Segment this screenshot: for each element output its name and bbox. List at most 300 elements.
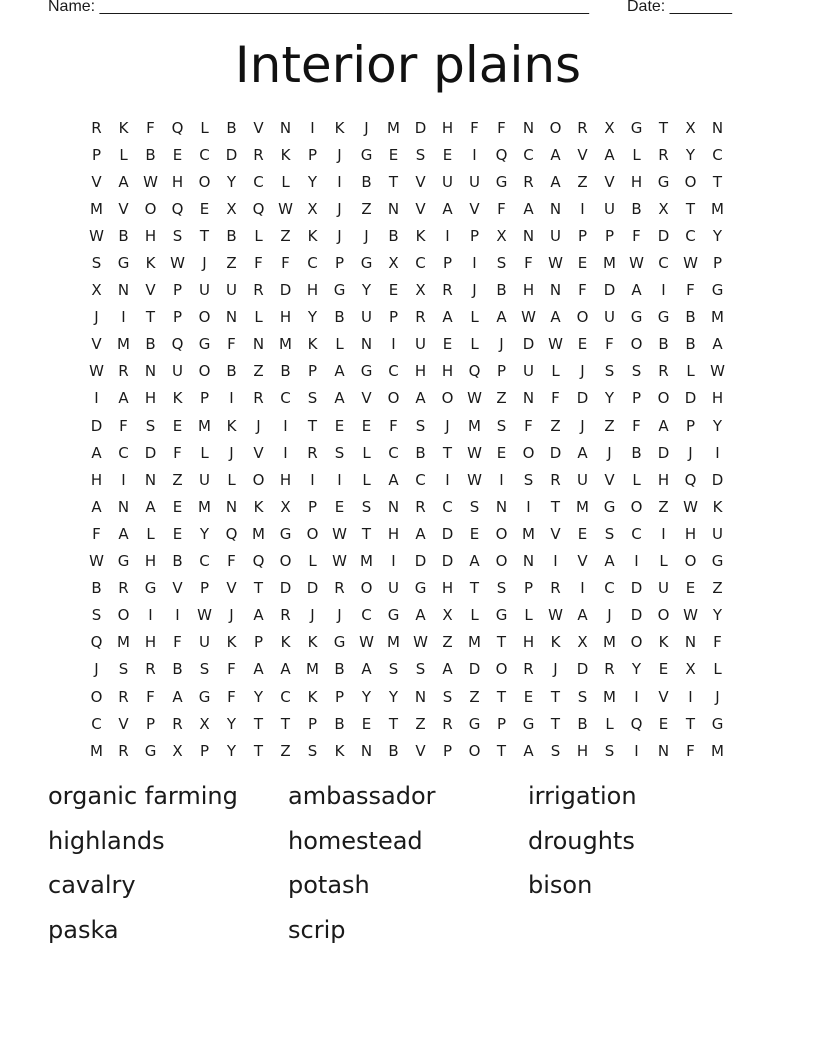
grid-letter[interactable]: E — [199, 199, 210, 218]
grid-letter[interactable]: O — [360, 579, 373, 598]
grid-letter[interactable]: O — [306, 524, 319, 543]
grid-letter[interactable]: Y — [226, 741, 237, 760]
grid-letter[interactable]: P — [334, 254, 345, 273]
grid-letter[interactable]: H — [90, 470, 103, 489]
grid-letter[interactable]: P — [334, 687, 345, 706]
grid-letter[interactable]: V — [226, 579, 237, 598]
grid-letter[interactable]: P — [199, 579, 210, 598]
grid-letter[interactable]: G — [360, 362, 373, 381]
grid-letter[interactable]: S — [415, 660, 426, 679]
grid-letter[interactable]: N — [279, 118, 292, 137]
grid-letter[interactable]: A — [442, 660, 453, 679]
grid-letter[interactable]: A — [253, 606, 264, 625]
grid-letter[interactable]: A — [91, 443, 102, 462]
grid-letter[interactable]: C — [523, 145, 534, 164]
grid-letter[interactable]: R — [604, 660, 615, 679]
grid-letter[interactable]: N — [144, 362, 157, 381]
grid-letter[interactable]: K — [415, 226, 426, 245]
grid-letter[interactable]: C — [388, 362, 399, 381]
grid-letter[interactable]: O — [657, 606, 670, 625]
grid-letter[interactable]: F — [227, 660, 236, 679]
grid-letter[interactable]: Z — [280, 741, 291, 760]
grid-letter[interactable]: N — [117, 497, 130, 516]
grid-letter[interactable]: P — [712, 254, 723, 273]
grid-letter[interactable]: M — [603, 687, 616, 706]
grid-letter[interactable]: I — [148, 606, 153, 625]
grid-letter[interactable]: I — [391, 335, 396, 354]
grid-letter[interactable]: P — [442, 254, 453, 273]
grid-letter[interactable]: L — [200, 443, 209, 462]
grid-letter[interactable]: T — [550, 714, 561, 733]
grid-letter[interactable]: F — [119, 416, 128, 435]
grid-letter[interactable]: M — [522, 524, 535, 543]
grid-letter[interactable]: L — [524, 606, 533, 625]
grid-letter[interactable]: Z — [226, 254, 237, 273]
grid-letter[interactable]: M — [90, 741, 103, 760]
grid-letter[interactable]: W — [683, 254, 698, 273]
grid-letter[interactable]: U — [469, 172, 480, 191]
grid-letter[interactable]: N — [657, 741, 670, 760]
grid-letter[interactable]: O — [252, 470, 265, 489]
grid-letter[interactable]: J — [580, 416, 585, 435]
grid-letter[interactable]: A — [442, 199, 453, 218]
grid-letter[interactable]: O — [630, 633, 643, 652]
grid-letter[interactable]: B — [631, 199, 642, 218]
grid-letter[interactable]: R — [91, 118, 102, 137]
grid-letter[interactable]: R — [280, 606, 291, 625]
grid-letter[interactable]: B — [172, 660, 183, 679]
grid-letter[interactable]: X — [442, 606, 453, 625]
grid-letter[interactable]: M — [306, 660, 319, 679]
grid-letter[interactable]: P — [469, 226, 480, 245]
grid-letter[interactable]: H — [144, 633, 157, 652]
grid-letter[interactable]: B — [118, 226, 129, 245]
grid-letter[interactable]: K — [280, 633, 291, 652]
grid-letter[interactable]: K — [334, 741, 345, 760]
grid-letter[interactable]: Q — [90, 633, 103, 652]
grid-letter[interactable]: O — [198, 172, 211, 191]
grid-letter[interactable]: Q — [684, 470, 697, 489]
grid-letter[interactable]: F — [578, 281, 587, 300]
grid-letter[interactable]: G — [360, 254, 373, 273]
grid-letter[interactable]: Y — [199, 524, 210, 543]
grid-letter[interactable]: P — [145, 714, 156, 733]
grid-letter[interactable]: N — [225, 308, 238, 327]
grid-letter[interactable]: V — [253, 118, 264, 137]
grid-letter[interactable]: T — [442, 443, 453, 462]
grid-letter[interactable]: H — [144, 226, 157, 245]
grid-letter[interactable]: Q — [630, 714, 643, 733]
grid-letter[interactable]: A — [712, 335, 723, 354]
grid-letter[interactable]: C — [415, 254, 426, 273]
grid-letter[interactable]: W — [683, 606, 698, 625]
grid-letter[interactable]: P — [523, 579, 534, 598]
grid-letter[interactable]: W — [359, 633, 374, 652]
grid-letter[interactable]: E — [361, 416, 372, 435]
grid-letter[interactable]: L — [551, 362, 560, 381]
grid-letter[interactable]: U — [658, 579, 669, 598]
grid-letter[interactable]: B — [280, 362, 291, 381]
grid-letter[interactable]: C — [199, 145, 210, 164]
grid-letter[interactable]: S — [361, 497, 372, 516]
grid-letter[interactable]: K — [307, 226, 318, 245]
grid-letter[interactable]: V — [118, 714, 129, 733]
grid-letter[interactable]: J — [445, 416, 450, 435]
grid-letter[interactable]: J — [337, 145, 342, 164]
grid-letter[interactable]: V — [577, 552, 588, 571]
grid-letter[interactable]: P — [307, 714, 318, 733]
grid-letter[interactable]: T — [550, 687, 561, 706]
grid-letter[interactable]: O — [630, 497, 643, 516]
grid-letter[interactable]: H — [279, 470, 292, 489]
grid-letter[interactable]: F — [92, 524, 101, 543]
grid-letter[interactable]: W — [521, 308, 536, 327]
grid-letter[interactable]: D — [576, 660, 589, 679]
grid-letter[interactable]: P — [577, 226, 588, 245]
grid-letter[interactable]: R — [415, 308, 426, 327]
grid-letter[interactable]: R — [172, 714, 183, 733]
grid-letter[interactable]: G — [630, 118, 643, 137]
grid-letter[interactable]: S — [415, 145, 426, 164]
grid-letter[interactable]: U — [577, 470, 588, 489]
grid-letter[interactable]: E — [388, 145, 399, 164]
grid-letter[interactable]: F — [632, 226, 641, 245]
grid-letter[interactable]: I — [337, 172, 342, 191]
grid-letter[interactable]: A — [334, 362, 345, 381]
grid-letter[interactable]: O — [576, 308, 589, 327]
grid-letter[interactable]: B — [172, 552, 183, 571]
grid-letter[interactable]: I — [121, 470, 126, 489]
grid-letter[interactable]: N — [252, 335, 265, 354]
grid-letter[interactable]: K — [307, 633, 318, 652]
grid-letter[interactable]: O — [495, 660, 508, 679]
grid-letter[interactable]: P — [604, 226, 615, 245]
grid-letter[interactable]: H — [144, 389, 157, 408]
grid-letter[interactable]: N — [117, 281, 130, 300]
grid-letter[interactable]: B — [415, 443, 426, 462]
grid-letter[interactable]: L — [254, 308, 263, 327]
grid-letter[interactable]: D — [441, 552, 454, 571]
grid-letter[interactable]: D — [144, 443, 157, 462]
grid-letter[interactable]: U — [604, 199, 615, 218]
grid-letter[interactable]: F — [713, 633, 722, 652]
grid-letter[interactable]: E — [577, 335, 588, 354]
grid-letter[interactable]: O — [90, 687, 103, 706]
grid-letter[interactable]: N — [360, 741, 373, 760]
grid-letter[interactable]: T — [496, 741, 507, 760]
grid-letter[interactable]: H — [441, 118, 454, 137]
grid-letter[interactable]: S — [604, 741, 615, 760]
grid-letter[interactable]: F — [497, 118, 506, 137]
grid-letter[interactable]: R — [523, 660, 534, 679]
grid-letter[interactable]: V — [604, 172, 615, 191]
grid-letter[interactable]: A — [145, 497, 156, 516]
grid-letter[interactable]: K — [550, 633, 561, 652]
grid-letter[interactable]: O — [549, 118, 562, 137]
grid-letter[interactable]: F — [524, 254, 533, 273]
grid-letter[interactable]: D — [90, 416, 103, 435]
grid-letter[interactable]: L — [227, 470, 236, 489]
grid-letter[interactable]: P — [496, 362, 507, 381]
grid-letter[interactable]: U — [172, 362, 183, 381]
grid-letter[interactable]: M — [468, 633, 481, 652]
grid-letter[interactable]: O — [279, 552, 292, 571]
grid-letter[interactable]: V — [253, 443, 264, 462]
grid-letter[interactable]: O — [630, 335, 643, 354]
grid-letter[interactable]: F — [173, 633, 182, 652]
grid-letter[interactable]: K — [280, 145, 291, 164]
grid-letter[interactable]: J — [607, 606, 612, 625]
grid-letter[interactable]: P — [199, 741, 210, 760]
grid-letter[interactable]: D — [657, 226, 670, 245]
grid-letter[interactable]: G — [522, 714, 535, 733]
grid-letter[interactable]: H — [657, 470, 670, 489]
grid-letter[interactable]: Z — [415, 714, 426, 733]
grid-letter[interactable]: W — [278, 199, 293, 218]
grid-letter[interactable]: V — [172, 579, 183, 598]
grid-letter[interactable]: C — [658, 254, 669, 273]
grid-letter[interactable]: L — [470, 308, 479, 327]
grid-letter[interactable]: O — [684, 552, 697, 571]
grid-letter[interactable]: X — [604, 118, 615, 137]
grid-letter[interactable]: N — [387, 497, 400, 516]
grid-letter[interactable]: L — [119, 145, 128, 164]
grid-letter[interactable]: W — [197, 606, 212, 625]
grid-letter[interactable]: B — [334, 308, 345, 327]
grid-letter[interactable]: N — [144, 470, 157, 489]
grid-letter[interactable]: F — [146, 687, 155, 706]
grid-letter[interactable]: H — [144, 552, 157, 571]
date-field[interactable]: Date: _______ — [627, 0, 732, 15]
grid-letter[interactable]: S — [469, 497, 480, 516]
grid-letter[interactable]: B — [577, 714, 588, 733]
grid-letter[interactable]: I — [310, 470, 315, 489]
grid-letter[interactable]: N — [225, 497, 238, 516]
grid-letter[interactable]: J — [202, 254, 207, 273]
grid-letter[interactable]: Y — [631, 660, 642, 679]
grid-letter[interactable]: G — [711, 281, 724, 300]
grid-letter[interactable]: M — [198, 416, 211, 435]
grid-letter[interactable]: U — [604, 308, 615, 327]
grid-letter[interactable]: E — [496, 443, 507, 462]
grid-letter[interactable]: H — [711, 389, 724, 408]
grid-letter[interactable]: X — [685, 118, 696, 137]
name-field[interactable]: Name: _______________________________________________________ — [48, 0, 589, 15]
grid-letter[interactable]: X — [388, 254, 399, 273]
grid-letter[interactable]: S — [334, 443, 345, 462]
grid-letter[interactable]: F — [497, 199, 506, 218]
grid-letter[interactable]: M — [603, 254, 616, 273]
grid-letter[interactable]: C — [361, 606, 372, 625]
grid-letter[interactable]: I — [391, 552, 396, 571]
grid-letter[interactable]: N — [549, 199, 562, 218]
grid-letter[interactable]: V — [469, 199, 480, 218]
grid-letter[interactable]: G — [630, 308, 643, 327]
grid-letter[interactable]: V — [415, 172, 426, 191]
grid-letter[interactable]: J — [256, 416, 261, 435]
grid-letter[interactable]: S — [442, 687, 453, 706]
grid-letter[interactable]: G — [117, 254, 130, 273]
grid-letter[interactable]: A — [496, 308, 507, 327]
grid-letter[interactable]: F — [524, 416, 533, 435]
grid-letter[interactable]: R — [658, 145, 669, 164]
grid-letter[interactable]: G — [657, 308, 670, 327]
grid-letter[interactable]: Y — [388, 687, 399, 706]
grid-letter[interactable]: O — [144, 199, 157, 218]
grid-letter[interactable]: X — [658, 199, 669, 218]
grid-letter[interactable]: M — [117, 335, 130, 354]
grid-letter[interactable]: I — [634, 552, 639, 571]
grid-letter[interactable]: M — [279, 335, 292, 354]
grid-letter[interactable]: A — [118, 524, 129, 543]
grid-letter[interactable]: S — [91, 254, 102, 273]
grid-letter[interactable]: M — [603, 633, 616, 652]
grid-letter[interactable]: X — [685, 660, 696, 679]
grid-letter[interactable]: J — [715, 687, 720, 706]
grid-letter[interactable]: N — [522, 389, 535, 408]
grid-letter[interactable]: B — [388, 226, 399, 245]
grid-letter[interactable]: S — [496, 254, 507, 273]
grid-letter[interactable]: I — [580, 199, 585, 218]
grid-letter[interactable]: T — [658, 118, 669, 137]
grid-letter[interactable]: H — [387, 524, 400, 543]
grid-letter[interactable]: A — [577, 443, 588, 462]
grid-letter[interactable]: T — [361, 524, 372, 543]
grid-letter[interactable]: L — [335, 335, 344, 354]
grid-letter[interactable]: N — [522, 226, 535, 245]
grid-letter[interactable]: I — [175, 606, 180, 625]
grid-letter[interactable]: C — [253, 172, 264, 191]
grid-letter[interactable]: L — [470, 606, 479, 625]
grid-letter[interactable]: F — [227, 552, 236, 571]
grid-letter[interactable]: K — [658, 633, 669, 652]
grid-letter[interactable]: I — [634, 741, 639, 760]
grid-letter[interactable]: Y — [604, 389, 615, 408]
grid-letter[interactable]: V — [415, 741, 426, 760]
grid-letter[interactable]: N — [360, 335, 373, 354]
grid-letter[interactable]: X — [496, 226, 507, 245]
grid-letter[interactable]: L — [254, 226, 263, 245]
grid-letter[interactable]: O — [684, 172, 697, 191]
grid-letter[interactable]: G — [711, 552, 724, 571]
grid-letter[interactable]: I — [121, 308, 126, 327]
grid-letter[interactable]: Z — [658, 497, 669, 516]
grid-letter[interactable]: U — [712, 524, 723, 543]
grid-letter[interactable]: Z — [550, 416, 561, 435]
grid-letter[interactable]: C — [442, 497, 453, 516]
grid-letter[interactable]: J — [337, 199, 342, 218]
grid-letter[interactable]: A — [253, 660, 264, 679]
grid-letter[interactable]: Q — [171, 199, 184, 218]
grid-letter[interactable]: T — [388, 714, 399, 733]
grid-letter[interactable]: W — [629, 254, 644, 273]
grid-letter[interactable]: O — [198, 308, 211, 327]
grid-letter[interactable]: Y — [712, 606, 723, 625]
grid-letter[interactable]: A — [577, 606, 588, 625]
grid-letter[interactable]: E — [469, 524, 480, 543]
grid-letter[interactable]: T — [307, 416, 318, 435]
grid-letter[interactable]: N — [711, 118, 724, 137]
grid-letter[interactable]: X — [415, 281, 426, 300]
grid-letter[interactable]: I — [445, 470, 450, 489]
grid-letter[interactable]: E — [523, 687, 534, 706]
grid-letter[interactable]: D — [630, 579, 643, 598]
grid-letter[interactable]: J — [337, 606, 342, 625]
grid-letter[interactable]: P — [253, 633, 264, 652]
grid-letter[interactable]: R — [415, 497, 426, 516]
grid-letter[interactable]: I — [661, 524, 666, 543]
grid-letter[interactable]: E — [442, 335, 453, 354]
grid-letter[interactable]: D — [279, 579, 292, 598]
grid-letter[interactable]: R — [550, 470, 561, 489]
grid-letter[interactable]: X — [280, 497, 291, 516]
grid-letter[interactable]: O — [441, 389, 454, 408]
grid-letter[interactable]: Q — [468, 362, 481, 381]
grid-letter[interactable]: I — [472, 145, 477, 164]
grid-letter[interactable]: M — [360, 552, 373, 571]
grid-letter[interactable]: B — [145, 145, 156, 164]
grid-letter[interactable]: B — [226, 118, 237, 137]
grid-letter[interactable]: C — [604, 579, 615, 598]
grid-letter[interactable]: T — [280, 714, 291, 733]
grid-letter[interactable]: L — [362, 470, 371, 489]
grid-letter[interactable]: Q — [252, 552, 265, 571]
grid-letter[interactable]: T — [388, 172, 399, 191]
grid-letter[interactable]: N — [495, 497, 508, 516]
grid-letter[interactable]: T — [469, 579, 480, 598]
grid-letter[interactable]: B — [226, 226, 237, 245]
grid-letter[interactable]: E — [172, 524, 183, 543]
grid-letter[interactable]: A — [334, 389, 345, 408]
grid-letter[interactable]: S — [388, 660, 399, 679]
grid-letter[interactable]: D — [711, 470, 724, 489]
grid-letter[interactable]: I — [229, 389, 234, 408]
grid-letter[interactable]: C — [631, 524, 642, 543]
grid-letter[interactable]: H — [171, 172, 184, 191]
grid-letter[interactable]: J — [364, 118, 369, 137]
grid-letter[interactable]: F — [389, 416, 398, 435]
grid-letter[interactable]: H — [414, 362, 427, 381]
grid-letter[interactable]: V — [415, 199, 426, 218]
grid-letter[interactable]: W — [143, 172, 158, 191]
grid-letter[interactable]: R — [118, 579, 129, 598]
grid-letter[interactable]: M — [198, 497, 211, 516]
grid-letter[interactable]: Y — [361, 687, 372, 706]
grid-letter[interactable]: C — [685, 226, 696, 245]
grid-letter[interactable]: U — [199, 633, 210, 652]
grid-letter[interactable]: J — [553, 660, 558, 679]
grid-letter[interactable]: G — [333, 633, 346, 652]
grid-letter[interactable]: B — [496, 281, 507, 300]
grid-letter[interactable]: R — [118, 687, 129, 706]
grid-letter[interactable]: Y — [253, 687, 264, 706]
grid-letter[interactable]: N — [684, 633, 697, 652]
grid-letter[interactable]: I — [445, 226, 450, 245]
grid-letter[interactable]: F — [173, 443, 182, 462]
grid-letter[interactable]: O — [495, 552, 508, 571]
grid-letter[interactable]: P — [199, 389, 210, 408]
grid-letter[interactable]: W — [467, 443, 482, 462]
grid-letter[interactable]: A — [523, 741, 534, 760]
grid-letter[interactable]: E — [442, 145, 453, 164]
grid-letter[interactable]: B — [145, 335, 156, 354]
grid-letter[interactable]: A — [550, 172, 561, 191]
grid-letter[interactable]: W — [332, 524, 347, 543]
grid-letter[interactable]: Z — [577, 172, 588, 191]
grid-letter[interactable]: Q — [495, 145, 508, 164]
grid-letter[interactable]: E — [577, 524, 588, 543]
grid-letter[interactable]: R — [577, 118, 588, 137]
